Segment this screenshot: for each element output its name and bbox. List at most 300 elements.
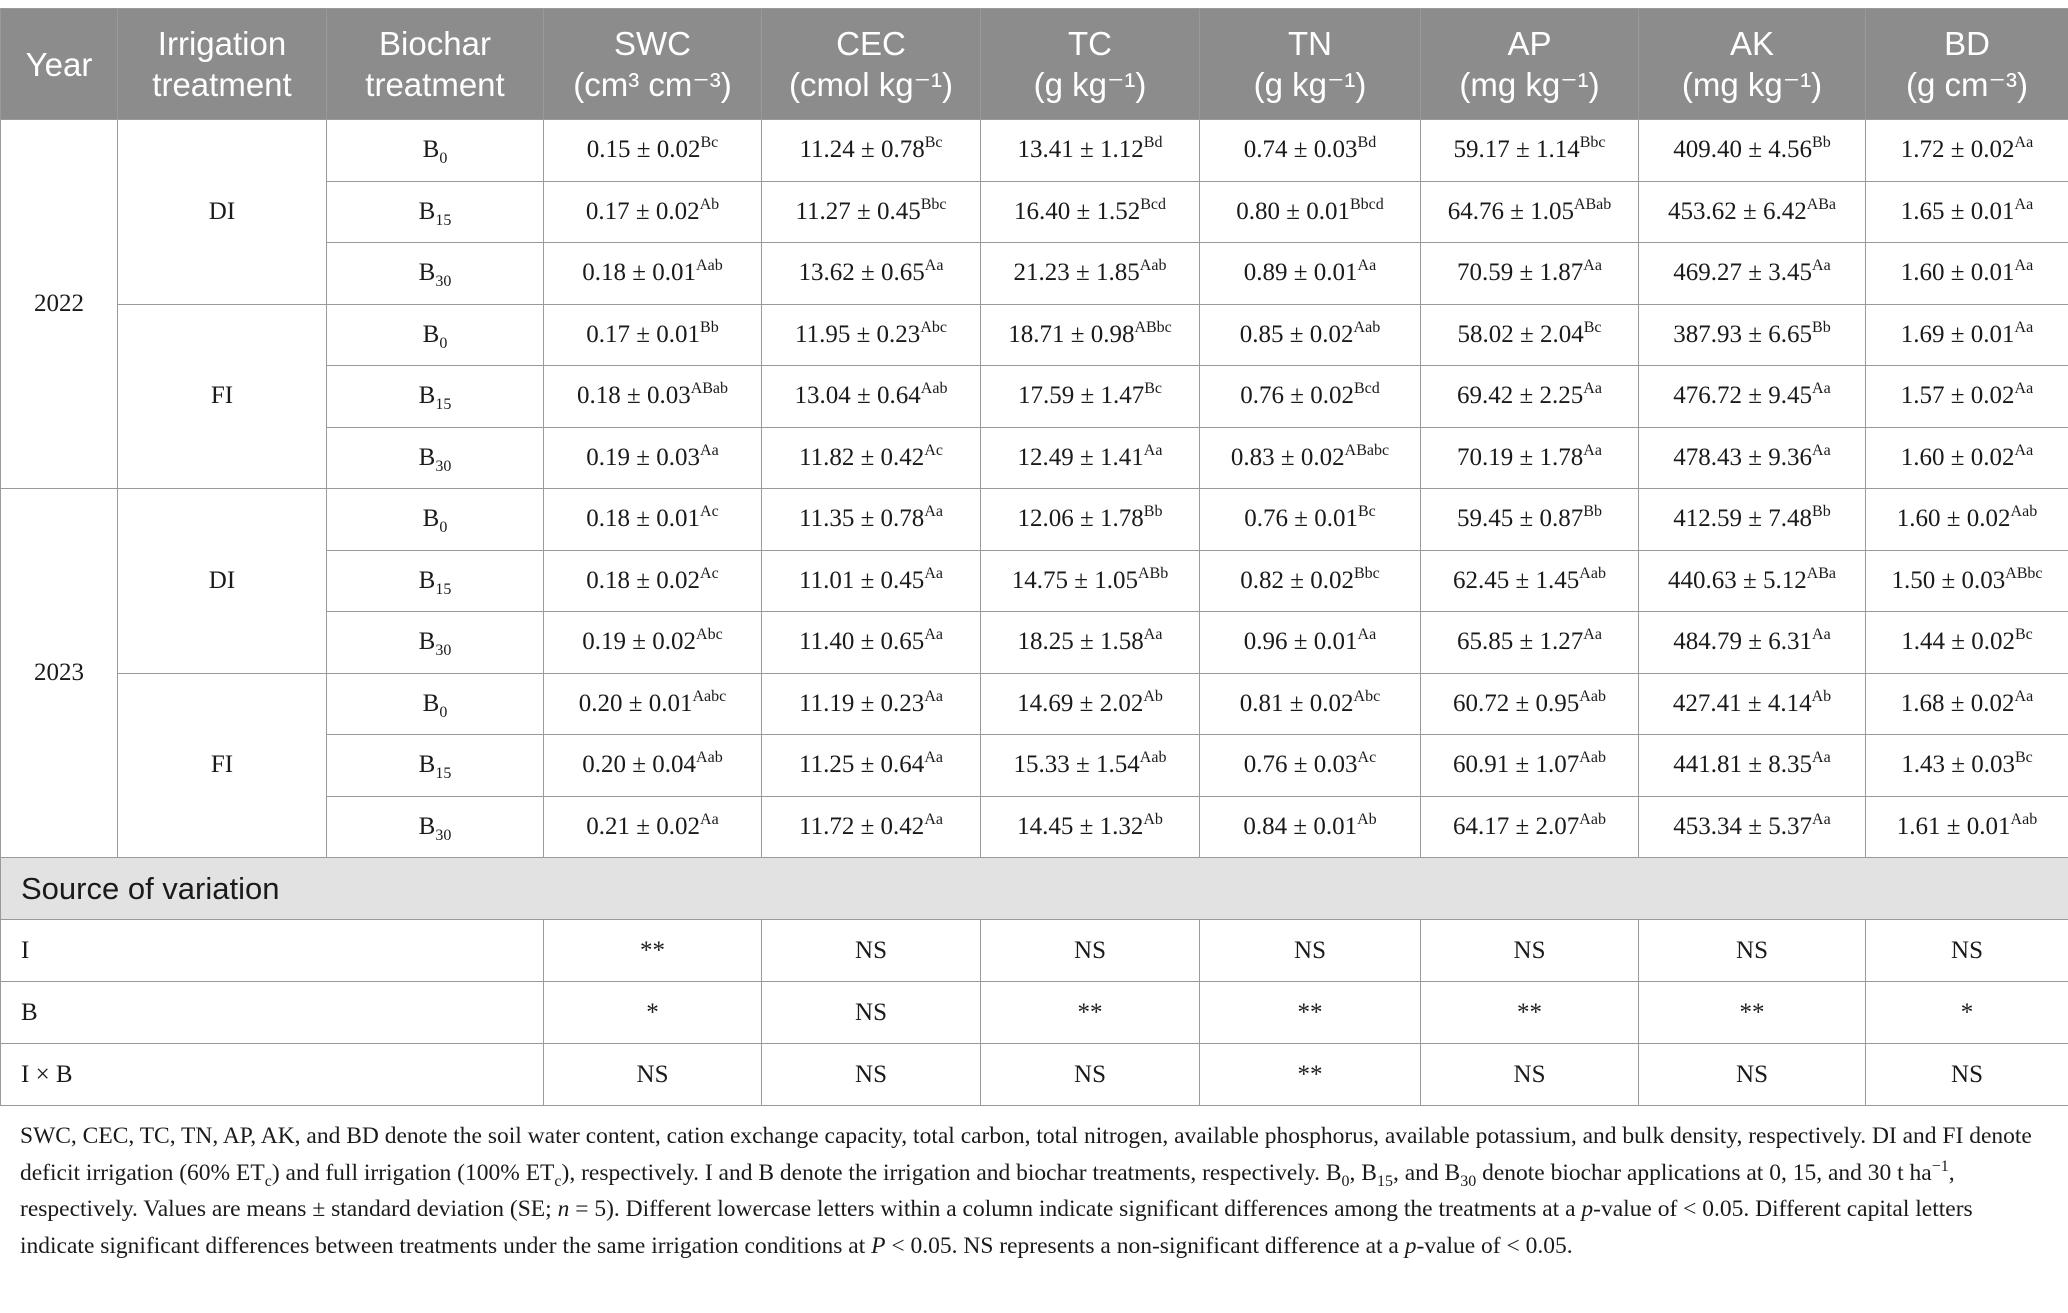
biochar-label: B [418,812,436,840]
value-cell [544,181,762,243]
mean-sd: 60.91 ± 1.07 [1453,751,1580,779]
value-cell [1200,735,1421,797]
significance-letters: Bbc [1353,564,1380,582]
biochar-cell [327,735,544,797]
significance-letters: Aa [1357,626,1377,644]
mean-sd: 0.17 ± 0.01 [586,320,701,348]
mean-sd: 0.18 ± 0.01 [582,259,697,287]
value-cell [1421,673,1639,735]
value-cell [1200,612,1421,674]
value-cell [1866,366,2068,428]
significance-letters: Aa [1583,626,1602,644]
biochar-cell [327,550,544,612]
significance-letters: Aa [1812,257,1831,275]
value-cell [1421,612,1639,674]
value-cell [544,304,762,366]
value-cell [544,427,762,489]
mean-sd: 0.89 ± 0.01 [1243,259,1358,287]
value-cell [1866,243,2068,305]
biochar-label: B [418,443,436,471]
significance-letters: Ab [1143,687,1163,705]
mean-sd: 412.59 ± 7.48 [1673,505,1813,533]
significance-cell: ** [1421,982,1639,1044]
mean-sd: 18.71 ± 0.98 [1008,320,1135,348]
value-cell [1200,366,1421,428]
biochar-cell [327,427,544,489]
value-cell [1200,304,1421,366]
significance-letters: ABbc [2005,564,2043,582]
biochar-label: B [418,259,436,287]
mean-sd: 484.79 ± 6.31 [1673,628,1813,656]
irrigation-cell: DI [118,489,327,674]
value-cell [1421,550,1639,612]
value-cell [1866,181,2068,243]
value-cell [981,489,1200,551]
significance-letters: Ab [699,195,720,213]
mean-sd: 441.81 ± 8.35 [1673,751,1813,779]
significance-letters: Aab [1579,810,1606,828]
table-row [1,120,2068,182]
footnote-text: SWC, CEC, TC, TN, AP, AK, and BD denote the soil water content, cation exchange capacity, total carbon, total nitrogen, available phosphorus, available potassium, and bulk density, respectively. DI and FI denote deficit irrigation (60% $ET_c$) and full irrigation (100% $ET_c$), respectively. I and B denote the irrigation and biochar treatments, respectively. $B_0$, $B_{15}$, and $B_{30}$ denote biochar applications at 0, 15, and 30 t $ha^{-1}$, respectively. Values are means ± standard deviation (SE; n = 5). Different lowercase letters within a column indicate significant differences among the treatments at a p-value of < 0.05. Different capital letters indicate significant differences between treatments under the same irrigation conditions at P < 0.05. NS represents a non-significant difference at a p-value of < 0.05. [20,1123,2032,1259]
value-cell [981,550,1200,612]
value-cell [544,673,762,735]
significance-cell: NS [1866,920,2068,982]
col-header-irrigation: Irrigation treatment [118,9,327,120]
significance-letters: Aa [2014,195,2034,213]
value-cell [544,796,762,858]
mean-sd: 1.57 ± 0.02 [1900,382,2015,410]
mean-sd: 1.69 ± 0.01 [1900,320,2015,348]
significance-cell: NS [762,1044,981,1106]
significance-letters: Aa [2014,380,2034,398]
mean-sd: 453.34 ± 5.37 [1673,812,1813,840]
value-cell [544,735,762,797]
significance-letters: Bd [1143,134,1163,152]
value-cell [1421,366,1639,428]
mean-sd: 14.45 ± 1.32 [1017,812,1144,840]
value-cell [1421,181,1639,243]
mean-sd: 427.41 ± 4.14 [1672,689,1812,717]
significance-letters: Aab [696,257,723,275]
significance-letters: Aab [2010,810,2038,828]
significance-letters: Aa [1143,626,1163,644]
significance-letters: Aab [1579,564,1606,582]
biochar-label: B [418,751,436,779]
value-cell [1866,673,2068,735]
significance-letters: ABa [1806,195,1837,213]
significance-letters: Bb [700,318,719,336]
biochar-rate: 30 [435,826,452,844]
significance-cell: ** [544,920,762,982]
col-header-tc: TC (g kg⁻¹) [981,9,1200,120]
significance-letters: Bc [1357,503,1376,521]
significance-cell: NS [981,920,1200,982]
mean-sd: 1.72 ± 0.02 [1900,136,2015,164]
significance-letters: Bd [1357,134,1377,152]
biochar-cell [327,489,544,551]
mean-sd: 11.72 ± 0.42 [799,812,925,840]
mean-sd: 64.76 ± 1.05 [1447,197,1574,225]
significance-letters: Bc [2014,626,2033,644]
value-cell [1639,243,1866,305]
significance-letters: Aa [700,441,719,459]
value-cell [981,304,1200,366]
table-header [1,9,2068,120]
mean-sd: 69.42 ± 2.25 [1457,382,1584,410]
mean-sd: 11.82 ± 0.42 [799,443,925,471]
soil-properties-table [0,8,2068,1106]
significance-letters: Ac [700,564,719,582]
value-cell [1866,489,2068,551]
value-cell [544,243,762,305]
value-cell [1866,304,2068,366]
mean-sd: 18.25 ± 1.58 [1017,628,1144,656]
table-row [1,673,2068,735]
mean-sd: 14.69 ± 2.02 [1017,689,1144,717]
mean-sd: 0.76 ± 0.02 [1240,382,1354,410]
value-cell [1200,120,1421,182]
mean-sd: 440.63 ± 5.12 [1667,566,1807,594]
mean-sd: 12.06 ± 1.78 [1017,505,1144,533]
col-header-ap: AP (mg kg⁻¹) [1421,9,1639,120]
significance-cell: NS [762,982,981,1044]
value-cell [1866,427,2068,489]
biochar-cell [327,304,544,366]
biochar-cell [327,181,544,243]
significance-letters: Aab [920,380,948,398]
significance-letters: Bc [1144,380,1162,398]
significance-letters: Aa [1812,810,1831,828]
biochar-label: B [418,566,436,594]
biochar-rate: 0 [439,334,448,352]
significance-cell: NS [1421,920,1639,982]
significance-letters: Aa [1583,257,1602,275]
mean-sd: 70.59 ± 1.87 [1457,259,1584,287]
mean-sd: 1.61 ± 0.01 [1896,812,2011,840]
significance-letters: Aa [1583,380,1602,398]
biochar-label: B [422,136,440,164]
value-cell [544,366,762,428]
mean-sd: 1.43 ± 0.03 [1901,751,2015,779]
value-cell [981,427,1200,489]
source-label: I × B [1,1044,544,1106]
significance-letters: Bbc [920,195,947,213]
value-cell [762,427,981,489]
biochar-rate: 0 [439,703,448,721]
significance-letters: Bb [1812,134,1831,152]
mean-sd: 13.04 ± 0.64 [794,382,921,410]
significance-letters: Aab [2010,503,2038,521]
mean-sd: 64.17 ± 2.07 [1453,812,1580,840]
biochar-label: B [418,197,436,225]
data-rows [1,120,2068,858]
significance-letters: Aa [1583,441,1602,459]
significance-cell: ** [1200,1044,1421,1106]
significance-letters: Bcd [1140,195,1166,213]
significance-letters: Aa [1812,749,1831,767]
value-cell [981,366,1200,428]
mean-sd: 70.19 ± 1.78 [1457,443,1584,471]
value-cell [1866,735,2068,797]
source-of-variation-heading: Source of variation [1,858,2068,920]
value-cell [1866,612,2068,674]
col-header-tn: TN (g kg⁻¹) [1200,9,1421,120]
biochar-rate: 0 [439,519,448,537]
value-cell [1200,181,1421,243]
value-cell [1421,243,1639,305]
significance-letters: Aab [1579,749,1606,767]
source-of-variation-row [1,858,2068,920]
mean-sd: 0.15 ± 0.02 [586,136,701,164]
value-cell [981,181,1200,243]
value-cell [1639,489,1866,551]
mean-sd: 1.50 ± 0.03 [1891,566,2006,594]
value-cell [762,796,981,858]
value-cell [1421,120,1639,182]
biochar-cell [327,673,544,735]
biochar-cell [327,366,544,428]
mean-sd: 0.18 ± 0.03 [576,382,691,410]
significance-cell: ** [1639,982,1866,1044]
value-cell [544,489,762,551]
value-cell [1421,489,1639,551]
source-of-variation-section [1,858,2068,1106]
biochar-rate: 0 [439,150,448,168]
biochar-cell [327,243,544,305]
biochar-label: B [422,505,440,533]
mean-sd: 1.60 ± 0.01 [1900,259,2015,287]
value-cell [762,243,981,305]
value-cell [1639,427,1866,489]
value-cell [762,366,981,428]
mean-sd: 0.80 ± 0.01 [1236,197,1350,225]
biochar-label: B [422,689,440,717]
irrigation-cell: FI [118,304,327,489]
significance-letters: Ab [1811,687,1832,705]
significance-letters: Ac [700,503,719,521]
mean-sd: 11.24 ± 0.78 [799,136,925,164]
value-cell [1866,796,2068,858]
mean-sd: 453.62 ± 6.42 [1667,197,1807,225]
mean-sd: 11.40 ± 0.65 [799,628,925,656]
significance-letters: Bc [1583,318,1602,336]
significance-letters: ABbc [1134,318,1172,336]
significance-letters: Aa [1357,257,1377,275]
value-cell [1421,796,1639,858]
value-cell [1866,550,2068,612]
significance-letters: Aab [696,749,723,767]
mean-sd: 0.83 ± 0.02 [1230,443,1345,471]
value-cell [1639,673,1866,735]
col-header-cec: CEC (cmol kg⁻¹) [762,9,981,120]
mean-sd: 59.17 ± 1.14 [1453,136,1580,164]
value-cell [981,612,1200,674]
irrigation-cell: DI [118,120,327,305]
significance-cell: NS [762,920,981,982]
value-cell [1639,366,1866,428]
value-cell [1421,735,1639,797]
mean-sd: 0.18 ± 0.02 [586,566,701,594]
significance-letters: Bb [1812,318,1831,336]
significance-letters: Aa [2014,134,2034,152]
significance-letters: Aa [2014,687,2034,705]
source-label: B [1,982,544,1044]
significance-letters: Aa [1143,441,1163,459]
col-header-year: Year [1,9,118,120]
value-cell [1200,427,1421,489]
significance-letters: ABabc [1344,441,1390,459]
mean-sd: 15.33 ± 1.54 [1013,751,1140,779]
table-footnote [20,1118,2050,1264]
col-header-bd: BD (g cm⁻³) [1866,9,2068,120]
significance-cell: NS [981,1044,1200,1106]
biochar-rate: 15 [435,211,452,229]
value-cell [1866,120,2068,182]
year-cell: 2022 [1,120,118,489]
significance-letters: ABa [1806,564,1837,582]
mean-sd: 1.68 ± 0.02 [1900,689,2015,717]
biochar-rate: 30 [435,273,452,291]
mean-sd: 11.25 ± 0.64 [799,751,925,779]
mean-sd: 0.19 ± 0.03 [586,443,701,471]
value-cell [1200,673,1421,735]
significance-cell: * [1866,982,2068,1044]
mean-sd: 0.18 ± 0.01 [586,505,701,533]
mean-sd: 1.65 ± 0.01 [1900,197,2015,225]
mean-sd: 11.35 ± 0.78 [799,505,925,533]
table-row [1,304,2068,366]
mean-sd: 58.02 ± 2.04 [1457,320,1584,348]
significance-letters: Abc [1353,687,1381,705]
mean-sd: 0.21 ± 0.02 [586,812,701,840]
mean-sd: 60.72 ± 0.95 [1453,689,1580,717]
mean-sd: 16.40 ± 1.52 [1013,197,1141,225]
mean-sd: 21.23 ± 1.85 [1013,259,1140,287]
mean-sd: 478.43 ± 9.36 [1673,443,1813,471]
mean-sd: 14.75 ± 1.05 [1011,566,1138,594]
significance-letters: Aab [1353,318,1381,336]
header-row [1,9,2068,120]
significance-cell: NS [1200,920,1421,982]
value-cell [981,243,1200,305]
significance-letters: Aa [2014,441,2034,459]
value-cell [762,181,981,243]
significance-letters: Aa [1812,626,1831,644]
mean-sd: 13.62 ± 0.65 [798,259,925,287]
biochar-label: B [418,382,436,410]
mean-sd: 476.72 ± 9.45 [1673,382,1813,410]
significance-letters: ABb [1138,564,1169,582]
mean-sd: 11.95 ± 0.23 [795,320,921,348]
mean-sd: 0.20 ± 0.04 [582,751,697,779]
significance-letters: Bb [1583,503,1602,521]
significance-letters: Aabc [692,687,727,705]
mean-sd: 0.76 ± 0.01 [1244,505,1358,533]
significance-letters: Aab [1579,687,1606,705]
significance-letters: Ab [1143,810,1163,828]
mean-sd: 0.96 ± 0.01 [1243,628,1358,656]
significance-letters: Aab [1139,749,1167,767]
mean-sd: 0.82 ± 0.02 [1240,566,1354,594]
significance-cell: NS [1639,920,1866,982]
significance-cell: ** [1200,982,1421,1044]
value-cell [762,550,981,612]
col-header-swc: SWC (cm³ cm⁻³) [544,9,762,120]
value-cell [762,612,981,674]
value-cell [1639,735,1866,797]
significance-letters: ABab [690,380,729,398]
biochar-rate: 15 [435,396,452,414]
value-cell [1639,612,1866,674]
irrigation-cell: FI [118,673,327,858]
significance-cell: NS [1639,1044,1866,1106]
value-cell [1639,550,1866,612]
significance-cell: * [544,982,762,1044]
significance-letters: Abc [920,318,947,336]
value-cell [1200,243,1421,305]
biochar-label: B [422,320,440,348]
value-cell [544,612,762,674]
significance-letters: Aa [924,626,943,644]
mean-sd: 13.41 ± 1.12 [1017,136,1144,164]
significance-letters: Bbcd [1349,195,1384,213]
mean-sd: 65.85 ± 1.27 [1457,628,1584,656]
significance-letters: Aa [924,749,943,767]
value-cell [1200,550,1421,612]
mean-sd: 62.45 ± 1.45 [1453,566,1580,594]
value-cell [1200,489,1421,551]
significance-letters: Bcd [1353,380,1380,398]
value-cell [1421,427,1639,489]
value-cell [1421,304,1639,366]
value-cell [981,796,1200,858]
significance-letters: Bb [1143,503,1163,521]
significance-letters: Aab [1139,257,1167,275]
value-cell [1639,796,1866,858]
mean-sd: 11.19 ± 0.23 [799,689,925,717]
biochar-rate: 30 [435,642,452,660]
value-cell [762,489,981,551]
source-row [1,1044,2068,1106]
significance-letters: Aa [2014,318,2034,336]
mean-sd: 1.60 ± 0.02 [1896,505,2011,533]
value-cell [1639,304,1866,366]
significance-letters: Bbc [1579,134,1606,152]
biochar-rate: 30 [435,457,452,475]
significance-letters: Bc [2014,749,2033,767]
value-cell [762,304,981,366]
mean-sd: 0.20 ± 0.01 [578,689,693,717]
source-label: I [1,920,544,982]
significance-letters: Abc [696,626,723,644]
mean-sd: 12.49 ± 1.41 [1017,443,1144,471]
col-header-ak: AK (mg kg⁻¹) [1639,9,1866,120]
value-cell [762,735,981,797]
significance-cell: NS [1421,1044,1639,1106]
value-cell [1200,796,1421,858]
value-cell [981,120,1200,182]
significance-letters: Aa [700,810,719,828]
biochar-cell [327,612,544,674]
significance-letters: ABab [1573,195,1612,213]
year-cell: 2023 [1,489,118,858]
significance-letters: Aa [924,564,943,582]
mean-sd: 1.60 ± 0.02 [1900,443,2015,471]
mean-sd: 0.76 ± 0.03 [1243,751,1358,779]
source-row [1,982,2068,1044]
mean-sd: 0.74 ± 0.03 [1243,136,1358,164]
mean-sd: 1.44 ± 0.02 [1901,628,2015,656]
